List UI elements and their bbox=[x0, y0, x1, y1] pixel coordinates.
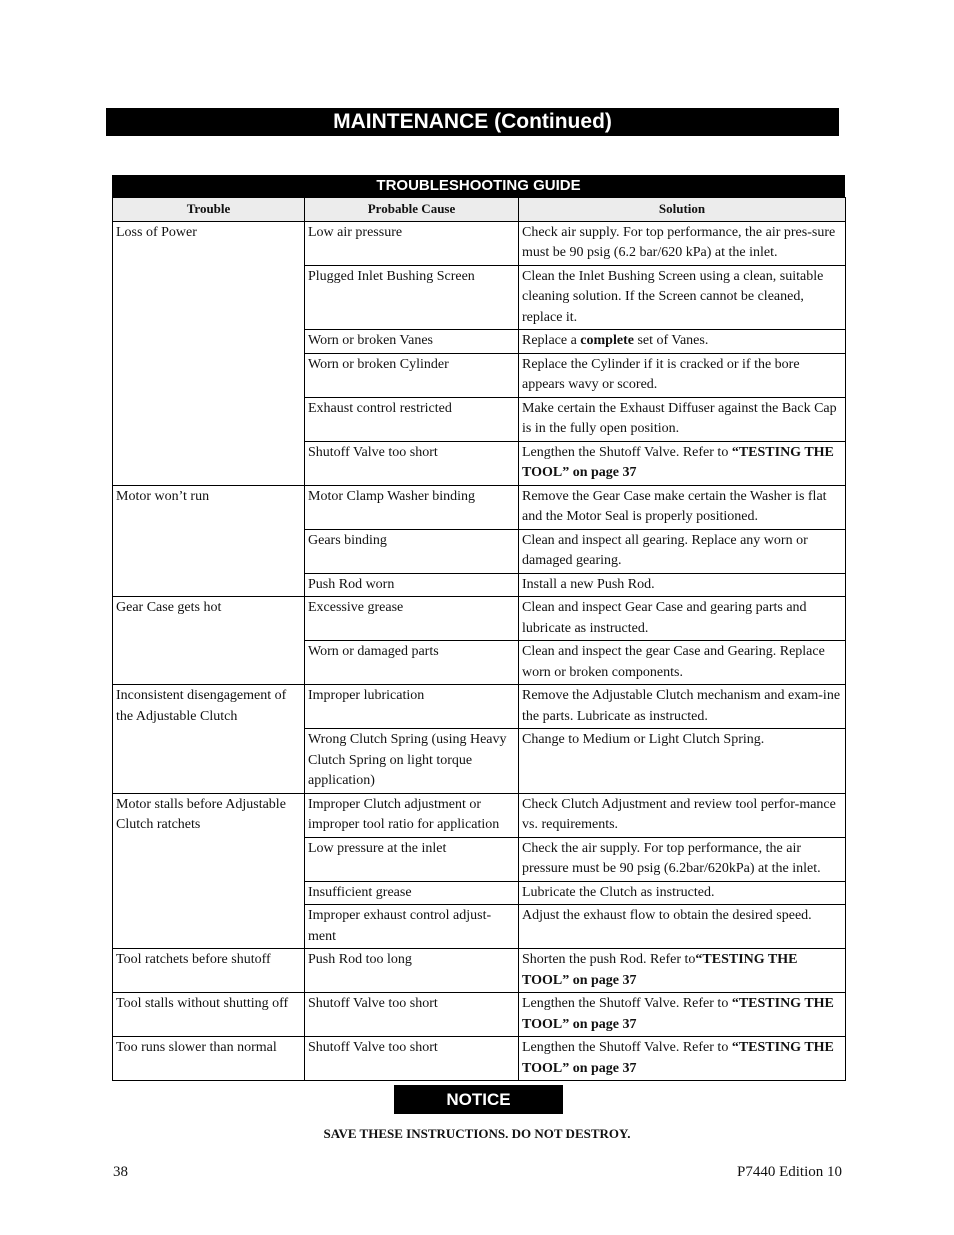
table-row bbox=[113, 685, 846, 729]
solution-cell bbox=[519, 881, 846, 905]
trouble-cell: Tool stalls without shutting off bbox=[113, 993, 305, 1037]
solution-text: Clean the Inlet Bushing Screen using a clean, suitable cleaning solution. If the Screen cannot be cleaned, replace it. bbox=[522, 268, 824, 325]
solution-text: Adjust the exhaust flow to obtain the desired speed. bbox=[522, 908, 812, 923]
solution-emphasis-text: “TESTING THE TOOL” on page 37 bbox=[522, 1040, 834, 1076]
table-row bbox=[113, 221, 846, 265]
troubleshooting-table bbox=[112, 197, 846, 1081]
trouble-cell: Too runs slower than normal bbox=[113, 1037, 305, 1081]
solution-text: Install a new Push Rod. bbox=[522, 576, 655, 592]
probable-cause-cell: Improper lubrication bbox=[305, 685, 519, 729]
table-row bbox=[113, 1037, 846, 1081]
solution-cell bbox=[519, 485, 846, 529]
column-header-probable-cause: Probable Cause bbox=[305, 198, 519, 222]
solution-cell bbox=[519, 837, 846, 881]
probable-cause-cell: Wrong Clutch Spring (using Heavy Clutch Spring on light torque application) bbox=[305, 729, 519, 794]
solution-text: Lengthen the Shutoff Valve. Refer to bbox=[522, 444, 732, 460]
solution-cell bbox=[519, 529, 846, 573]
solution-cell bbox=[519, 397, 846, 441]
solution-cell bbox=[519, 441, 846, 485]
solution-text: Clean and inspect the gear Case and Gearing. Replace worn or broken components. bbox=[522, 644, 825, 680]
trouble-cell: Gear Case gets hot bbox=[113, 597, 305, 685]
solution-text: Make certain the Exhaust Diffuser against the Back Cap is in the fully open position. bbox=[522, 400, 837, 436]
probable-cause-cell: Low pressure at the inlet bbox=[305, 837, 519, 881]
probable-cause-cell: Push Rod worn bbox=[305, 573, 519, 597]
probable-cause-cell: Improper Clutch adjustment or improper tool ratio for application bbox=[305, 793, 519, 837]
probable-cause-cell: Motor Clamp Washer binding bbox=[305, 485, 519, 529]
solution-cell bbox=[519, 685, 846, 729]
trouble-cell: Loss of Power bbox=[113, 221, 305, 485]
solution-cell bbox=[519, 905, 846, 949]
table-row bbox=[113, 485, 846, 529]
probable-cause-cell: Push Rod too long bbox=[305, 949, 519, 993]
solution-text: Lengthen the Shutoff Valve. Refer to bbox=[522, 1040, 732, 1055]
table-header-row bbox=[113, 198, 846, 222]
probable-cause-cell: Exhaust control restricted bbox=[305, 397, 519, 441]
solution-text: Check Clutch Adjustment and review tool perfor-mance vs. requirements. bbox=[522, 796, 836, 832]
solution-text: Replace a bbox=[522, 333, 581, 348]
solution-cell bbox=[519, 221, 846, 265]
solution-text: Shorten the push Rod. Refer to bbox=[522, 952, 696, 967]
probable-cause-cell: Shutoff Valve too short bbox=[305, 441, 519, 485]
table-row bbox=[113, 993, 846, 1037]
solution-text: Clean and inspect Gear Case and gearing parts and lubricate as instructed. bbox=[522, 600, 807, 636]
probable-cause-cell: Worn or damaged parts bbox=[305, 641, 519, 685]
solution-text: Remove the Gear Case make certain the Washer is flat and the Motor Seal is properly positioned. bbox=[522, 488, 827, 524]
solution-cell bbox=[519, 729, 846, 794]
solution-cell bbox=[519, 353, 846, 397]
probable-cause-cell: Excessive grease bbox=[305, 597, 519, 641]
solution-text: set of Vanes. bbox=[633, 333, 709, 348]
trouble-cell: Motor won’t run bbox=[113, 485, 305, 597]
troubleshooting-guide-title: TROUBLESHOOTING GUIDE bbox=[112, 175, 845, 197]
column-header-trouble: Trouble bbox=[113, 198, 305, 222]
probable-cause-cell: Insufficient grease bbox=[305, 881, 519, 905]
solution-text: Lengthen the Shutoff Valve. Refer to bbox=[522, 996, 732, 1011]
solution-cell bbox=[519, 330, 846, 354]
table-row bbox=[113, 949, 846, 993]
solution-cell bbox=[519, 949, 846, 993]
column-header-solution: Solution bbox=[519, 198, 846, 222]
probable-cause-cell: Shutoff Valve too short bbox=[305, 1037, 519, 1081]
trouble-cell: Motor stalls before Adjustable Clutch ratchets bbox=[113, 793, 305, 949]
probable-cause-cell: Improper exhaust control adjust-ment bbox=[305, 905, 519, 949]
probable-cause-cell: Worn or broken Cylinder bbox=[305, 353, 519, 397]
notice-label: NOTICE bbox=[394, 1085, 563, 1114]
table-row bbox=[113, 793, 846, 837]
solution-cell bbox=[519, 993, 846, 1037]
solution-emphasis-text: “TESTING THE TOOL” on page 37 bbox=[522, 952, 798, 988]
solution-cell bbox=[519, 597, 846, 641]
probable-cause-cell: Low air pressure bbox=[305, 221, 519, 265]
solution-cell bbox=[519, 793, 846, 837]
page-number: 38 bbox=[113, 1164, 128, 1180]
edition-label: P7440 Edition 10 bbox=[736, 1164, 842, 1180]
solution-text: Remove the Adjustable Clutch mechanism and exam-ine the parts. Lubricate as instructed. bbox=[522, 688, 841, 724]
table-row bbox=[113, 597, 846, 641]
save-instructions-text: SAVE THESE INSTRUCTIONS. DO NOT DESTROY. bbox=[323, 1126, 631, 1141]
table-body bbox=[113, 221, 846, 1081]
probable-cause-cell: Worn or broken Vanes bbox=[305, 330, 519, 354]
probable-cause-cell: Gears binding bbox=[305, 529, 519, 573]
solution-cell bbox=[519, 641, 846, 685]
page-title: MAINTENANCE (Continued) bbox=[106, 108, 839, 136]
solution-text: Check air supply. For top performance, the air pres-sure must be 90 psig (6.2 bar/620 kPa) at the inlet. bbox=[522, 224, 836, 260]
solution-text: Check the air supply. For top performance, the air pressure must be 90 psig (6.2bar/620kPa) at the inlet. bbox=[522, 840, 821, 876]
trouble-cell: Tool ratchets before shutoff bbox=[113, 949, 305, 993]
solution-emphasis-text: “TESTING THE TOOL” on page 37 bbox=[522, 996, 834, 1032]
solution-text: Change to Medium or Light Clutch Spring. bbox=[522, 732, 765, 747]
solution-text: Clean and inspect all gearing. Replace any worn or damaged gearing. bbox=[522, 532, 808, 568]
solution-cell bbox=[519, 265, 846, 330]
probable-cause-cell: Plugged Inlet Bushing Screen bbox=[305, 265, 519, 330]
trouble-cell: Inconsistent disengagement of the Adjustable Clutch bbox=[113, 685, 305, 794]
solution-cell bbox=[519, 573, 846, 597]
solution-text: Lubricate the Clutch as instructed. bbox=[522, 884, 715, 900]
solution-emphasis-text: complete bbox=[580, 333, 634, 348]
solution-text: Replace the Cylinder if it is cracked or if the bore appears wavy or scored. bbox=[522, 356, 800, 392]
solution-cell bbox=[519, 1037, 846, 1081]
solution-emphasis-text: “TESTING THE TOOL” on page 37 bbox=[522, 444, 834, 480]
probable-cause-cell: Shutoff Valve too short bbox=[305, 993, 519, 1037]
